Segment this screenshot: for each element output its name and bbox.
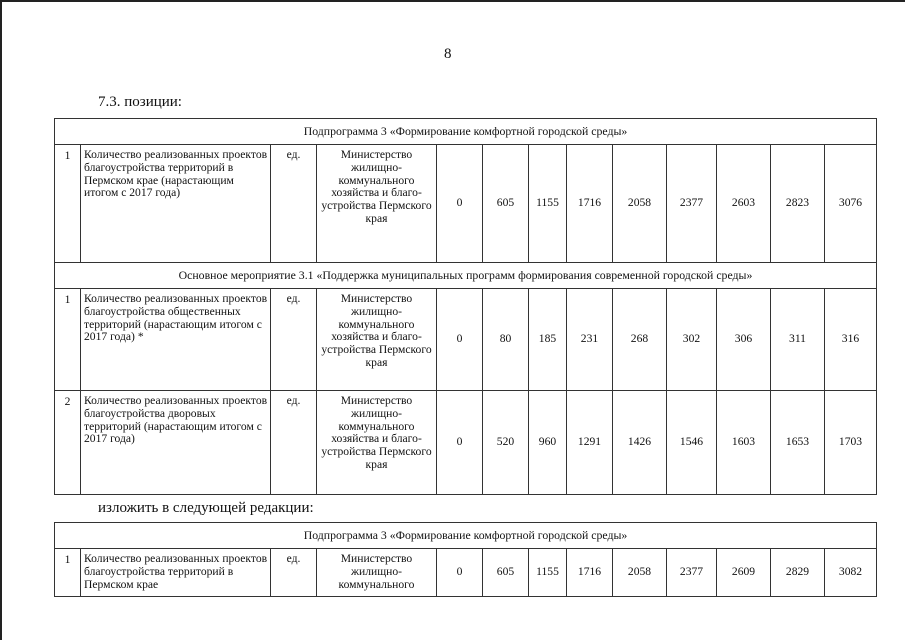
page-number: 8 (444, 46, 452, 62)
value-cell: 0 (437, 391, 483, 495)
replace-label: изложить в следующей редакции: (98, 500, 314, 516)
value-cell: 1653 (771, 391, 825, 495)
unit: ед. (271, 289, 317, 391)
responsible-body: Министерство жилищно-коммунального хозяйства и благо-устройства Пермского края (317, 391, 437, 495)
row-number: 2 (55, 391, 81, 495)
value-cell: 2609 (717, 549, 771, 597)
subprogram-title: Подпрограмма 3 «Формирование комфортной городской среды» (55, 523, 877, 549)
new-table (54, 522, 877, 597)
section-label: 7.3. позиции: (98, 94, 182, 110)
value-cell: 3076 (825, 145, 877, 263)
responsible-body: Министерство жилищно-коммунального (317, 549, 437, 597)
row-number: 1 (55, 145, 81, 263)
value-cell: 1716 (567, 145, 613, 263)
page-border-left (0, 0, 2, 640)
value-cell: 80 (483, 289, 529, 391)
row-number: 1 (55, 549, 81, 597)
table-row (55, 289, 877, 391)
value-cell: 0 (437, 549, 483, 597)
measure-title: Основное мероприятие 3.1 «Поддержка муниципальных программ формирования современной городской среды» (55, 263, 877, 289)
value-cell: 1603 (717, 391, 771, 495)
indicator-name: Количество реализованных проектов благоустройства территорий в Пермском крае (81, 549, 271, 597)
unit: ед. (271, 549, 317, 597)
table-row (55, 549, 877, 597)
value-cell: 268 (613, 289, 667, 391)
value-cell: 1546 (667, 391, 717, 495)
value-cell: 311 (771, 289, 825, 391)
indicator-name: Количество реализованных проектов благоустройства дворовых территорий (нарастающим итогом с 2017 года) (81, 391, 271, 495)
value-cell: 316 (825, 289, 877, 391)
value-cell: 0 (437, 289, 483, 391)
value-cell: 1155 (529, 549, 567, 597)
table-row (55, 391, 877, 495)
page-border-top (0, 0, 905, 2)
subprogram-title: Подпрограмма 3 «Формирование комфортной городской среды» (55, 119, 877, 145)
value-cell: 185 (529, 289, 567, 391)
value-cell: 1155 (529, 145, 567, 263)
value-cell: 0 (437, 145, 483, 263)
value-cell: 2377 (667, 145, 717, 263)
value-cell: 2829 (771, 549, 825, 597)
value-cell: 2377 (667, 549, 717, 597)
responsible-body: Министерство жилищно-коммунального хозяйства и благо-устройства Пермского края (317, 289, 437, 391)
unit: ед. (271, 145, 317, 263)
value-cell: 302 (667, 289, 717, 391)
value-cell: 306 (717, 289, 771, 391)
value-cell: 605 (483, 145, 529, 263)
value-cell: 605 (483, 549, 529, 597)
value-cell: 960 (529, 391, 567, 495)
value-cell: 231 (567, 289, 613, 391)
responsible-body: Министерство жилищно-коммунального хозяйства и благо-устройства Пермского края (317, 145, 437, 263)
row-number: 1 (55, 289, 81, 391)
indicator-name: Количество реализованных проектов благоустройства общественных территорий (нарастающим итогом с 2017 года) * (81, 289, 271, 391)
value-cell: 1426 (613, 391, 667, 495)
value-cell: 2823 (771, 145, 825, 263)
indicator-name: Количество реализованных проектов благоустройства территорий в Пермском крае (нарастающим итогом с 2017 года) (81, 145, 271, 263)
value-cell: 2603 (717, 145, 771, 263)
value-cell: 1716 (567, 549, 613, 597)
old-table (54, 118, 877, 495)
value-cell: 1291 (567, 391, 613, 495)
value-cell: 2058 (613, 145, 667, 263)
value-cell: 1703 (825, 391, 877, 495)
table-row (55, 145, 877, 263)
value-cell: 3082 (825, 549, 877, 597)
unit: ед. (271, 391, 317, 495)
value-cell: 520 (483, 391, 529, 495)
value-cell: 2058 (613, 549, 667, 597)
